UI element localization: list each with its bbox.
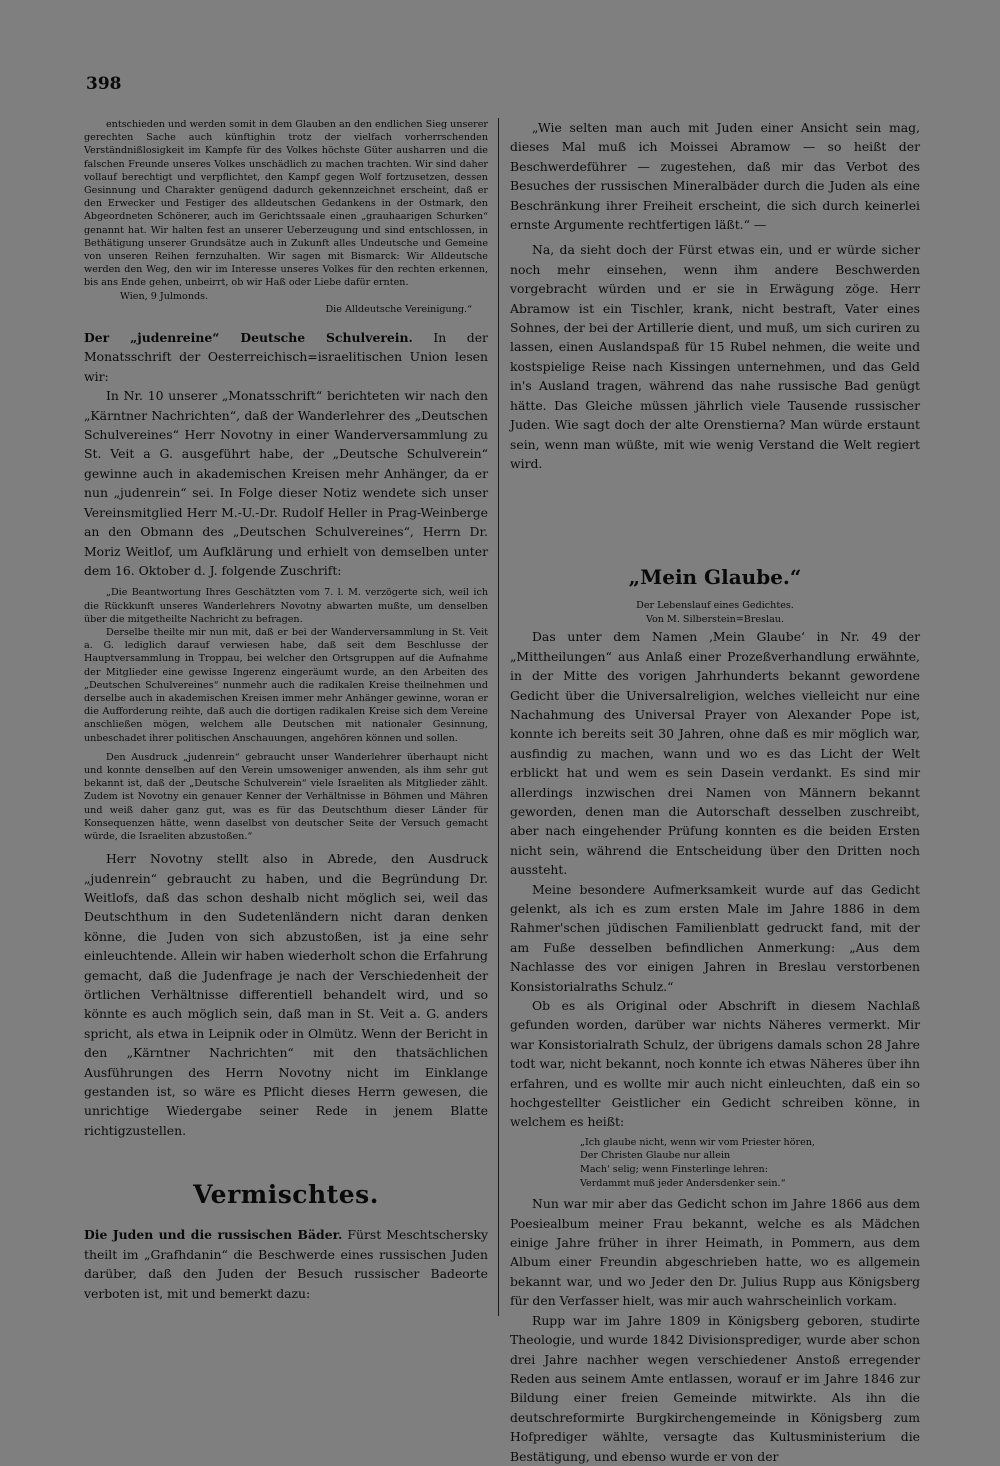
author-line: Von M. Silberstein=Breslau. <box>645 614 785 626</box>
article2-title: Die Juden und die russischen Bäder. <box>84 1227 343 1243</box>
column-divider <box>498 118 499 1316</box>
section-heading: Vermischtes. <box>193 1180 379 1210</box>
quote-paragraph-2: Derselbe theilte mir nun mit, daß er bei der Wanderversammlung in St. Veit a. G. lediglich darauf verwiesen habe, daß seit dem Beschlusse der Hauptversammlung in Troppau, bei welcher den Ortsgruppen auf die Aufnahme der Mitglieder eine gewisse Ingerenz eingeräumt wurde, an den Arbeiten des „Deutschen Schulvereines“ nunmehr auch die radikalen Kreise theilnehmen und derselbe auch in akademischen Kreisen immer mehr Anhänger gewinne, woran er die Aufforderung reihte, daß auch die dortigen radikalen Kreise sich dem Vereine anschließen mögen, welchem alle Deutschen mit nationaler Gesinnung, unbeschadet ihrer politischen Anschauungen, angehören können und sollen. <box>84 626 488 744</box>
paragraph-conclusion: Herr Novotny stellt also in Abrede, den Ausdruck „judenrein“ gebraucht zu haben, und die Begründung Dr. Weitlofs, daß das schon deshalb nicht möglich sei, weil das Deutschthum in den Sudetenländern nicht daran denken könne, die Juden von sich abzustoßen, ist ja eine sehr einleuchtende. Allein wir haben wiederholt schon die Erfahrung gemacht, daß die Judenfrage je nach der Verschiedenheit der örtlichen Verhältnisse differentiell behandelt wird, und so könnte es auch möglich sein, daß man in St. Veit a. G. anders spricht, als etwa in Leipnik oder in Olmütz. Wenn der Bericht in den „Kärntner Nachrichten“ mit den thatsächlichen Ausführungen des Herrn Novotny nicht im Einklange gestanden ist, so wäre es Pflicht dieses Herrn gewesen, die unrichtige Wiedergabe seiner Rede in jenem Blatte richtigzustellen. <box>84 851 488 1138</box>
left-column <box>84 118 488 1303</box>
paragraph-1: Das unter dem Namen ‚Mein Glaube‘ in Nr. 49 der „Mittheilungen“ aus Anlaß einer Prozeßverhandlung erwähnte, in der Mitte des vorigen Jahrhunderts bekannt gewordene Gedicht über die Universalreligion, welches vielleicht nur eine Nachahmung des Universal Prayer von Alexander Pope ist, konnte ich bereits seit 30 Jahren, ohne daß es mir möglich war, ausfindig zu machen, wann und wo es das Licht der Welt erblickt hat und wem es sein Dasein verdankt. Es sind mir allerdings inzwischen drei Namen von Männern bekannt geworden, denen man die Autorschaft desselben zuschreibt, aber nach eingehender Prüfung konnten es die beiden Ersten nicht sein, während die Entscheidung über den Dritten noch aussteht. <box>510 629 920 878</box>
paragraph-3: Ob es als Original oder Abschrift in diesem Nachlaß gefunden worden, darüber war nichts Näheres vermerkt. Mir war Konsistorialrath Schulz, der übrigens damals schon 28 Jahre todt war, nicht bekannt, noch konnte ich etwas Näheres über ihn erfahren, und es wollte mir auch nicht einleuchten, daß ein so hochgestellter Geistlicher ein Gedicht schreiben könne, in welchem es heißt: <box>510 998 920 1130</box>
verse-line: Verdammt muß jeder Andersdenker sein.“ <box>580 1177 786 1189</box>
paragraph-2: Meine besondere Aufmerksamkeit wurde auf das Gedicht gelenkt, als ich es zum ersten Male im Jahre 1886 in dem Rahmer'schen jüdischen Familienblatt gedruckt fand, mit der am Fuße desselben befindlichen Anmerkung: „Aus dem Nachlasse des vor einigen Jahren in Breslau verstorbenen Konsistorialraths Schulz.“ <box>510 881 920 994</box>
quote-paragraph-1: „Die Beantwortung Ihres Geschätzten vom 7. l. M. verzögerte sich, weil ich die Rückkunft unseres Wanderlehrers Novotny abwarten mußte, um denselben über die mitgetheilte Nachricht zu befragen. <box>84 587 488 625</box>
page-number: 398 <box>86 74 122 94</box>
verse-line: Der Christen Glaube nur allein <box>580 1150 731 1162</box>
signature: Die Alldeutsche Vereinigung.“ <box>325 303 472 315</box>
article2-text: Fürst Meschtschersky theilt im „Grafhdanin“ die Beschwerde eines russischen Juden darüber, daß den Juden der Besuch russischer Badeorte verboten ist, mit und bemerkt dazu: <box>84 1227 488 1301</box>
poem-title: „Mein Glaube.“ <box>628 565 802 590</box>
quote-paragraph: „Wie selten man auch mit Juden einer Ansicht sein mag, dieses Mal muß ich Moissei Abramow — so heißt der Beschwerdeführer — zugestehen, daß mir das Verbot des Besuches der russischen Mineralbäder durch die Juden als eine Beschränkung ihrer Freiheit erscheint, die sich durch keinerlei ernste Argumente rechtfertigen läßt.“ — <box>510 120 920 233</box>
verse-line: „Ich glaube nicht, wenn wir vom Priester hören, <box>580 1136 815 1148</box>
paragraph-intro: entschieden und werden somit in dem Glauben an den endlichen Sieg unserer gerechten Sache auch künftighin trotz der vielfach vorherrschenden Verständnißlosigkeit im Kampfe für des Volkes höchste Güter ausharren und die falschen Freunde unseres Volkes unschädlich zu machen trachten. Wir sind daher vollauf berechtigt und verpflichtet, den Kampf gegen Wolf fortzusetzen, dessen Gesinnung und Charakter genügend dadurch gekennzeichnet erscheint, daß er den Erwecker und Festiger des alldeutschen Gedankens in der Ostmark, den Abgeordneten Schönerer, auch im Gerichtssaale einen „grauhaarigen Schurken“ genannt hat. Wir halten fest an unserer Ueberzeugung und sind entschlossen, in Bethätigung unserer Grundsätze auch in Zukunft alles Undeutsche und Gemeine von unseren Reihen fernzuhalten. Wir sagen mit Bismarck: Wir Alldeutsche werden den Weg, den wir im Interesse unseres Volkes für den rechten erkennen, bis ans Ende gehen, unbeirrt, ob wir Haß oder Liebe dafür ernten. <box>84 119 488 289</box>
quote-paragraph-3: Den Ausdruck „judenrein“ gebraucht unser Wanderlehrer überhaupt nicht und konnte denselben auf den Verein umsoweniger anwenden, als ihm sehr gut bekannt ist, daß der „Deutsche Schulverein“ viele Israeliten als Mitglieder zählt. Zudem ist Novotny ein genauer Kenner der Verhältnisse in Böhmen und Mähren und weiß daher ganz gut, was es für das Deutschthum dieser Länder für Konsequenzen hätte, wenn daselbst von deutscher Seite der Versuch gemacht würde, die Israeliten abzustoßen.“ <box>84 751 488 842</box>
right-column <box>510 118 920 1466</box>
paragraph-4: Nun war mir aber das Gedicht schon im Jahre 1866 aus dem Poesiealbum meiner Frau bekannt, welche es als Mädchen einige Jahre früher in ihrer Heimath, in Pommern, aus dem Album einer Freundin abgeschrieben hatte, wo es allgemein bekannt war, und wo Jeder den Dr. Julius Rupp aus Königsberg für den Verfasser hielt, was mir auch wahrscheinlich vorkam. <box>510 1196 920 1309</box>
paragraph-5: Rupp war im Jahre 1809 in Königsberg geboren, studirte Theologie, und wurde 1842 Divisionsprediger, wurde aber schon drei Jahre nachher wegen verschiedener Anstoß erregender Reden aus seinem Amte entlassen, worauf er im Jahre 1846 zur Bildung einer freien Gemeinde mitwirkte. Als ihn die deutschreformirte Burgkirchengemeinde in Königsberg zum Hofprediger wählte, versagte das Kultusministerium die Bestätigung, und ebenso wurde er von der <box>510 1312 920 1464</box>
paragraph-report: In Nr. 10 unserer „Monatsschrift“ berichteten wir nach den „Kärntner Nachrichten“, daß der Wanderlehrer des „Deutschen Schulvereines“ Herr Novotny in einer Wanderversammlung zu St. Veit a G. ausgeführt habe, der „Deutsche Schulverein“ gewinne auch in akademischen Kreisen mehr Anhänger, da er nun „judenrein“ sei. In Folge dieser Notiz wendete sich unser Vereinsmitglied Herr M.-U.-Dr. Rudolf Heller in Prag-Weinberge an den Obmann des „Deutschen Schulvereines“, Herrn Dr. Moriz Weitlof, um Aufklärung und erhielt von demselben unter dem 16. Oktober d. J. folgende Zuschrift: <box>84 388 488 578</box>
poem-subtitle: Der Lebenslauf eines Gedichtes. <box>636 600 794 612</box>
verse-line: Mach' selig; wenn Finsterlinge lehren: <box>580 1164 768 1176</box>
article-title: Der „judenreine“ Deutsche Schulverein. <box>84 330 413 346</box>
poem-verse <box>510 1136 920 1190</box>
place-date: Wien, 9 Julmonds. <box>120 290 209 302</box>
article-lead: In der Monatsschrift der Oesterreichisch=israelitischen Union lesen wir: <box>84 330 488 384</box>
paragraph-comment: Na, da sieht doch der Fürst etwas ein, und er würde sicher noch mehr einsehen, wenn ihm andere Beschwerden vorgebracht würden und er sie in Erwägung zöge. Herr Abramow ist ein Tischler, krank, nicht bestraft, Vater eines Sohnes, der bei der Artillerie dient, und muß, um sich curiren zu lassen, einen Auslandspaß für 15 Rubel nehmen, die weite und kostspielige Reise nach Kissingen unternehmen, und das Geld in's Ausland tragen, während das nahe russische Bad genügt hätte. Das Gleiche müssen jährlich viele Tausende russischer Juden. Wie sagt doch der alte Orenstierna? Man würde erstaunt sein, wenn man wüßte, mit wie wenig Verstand die Welt regiert wird. <box>510 242 920 471</box>
